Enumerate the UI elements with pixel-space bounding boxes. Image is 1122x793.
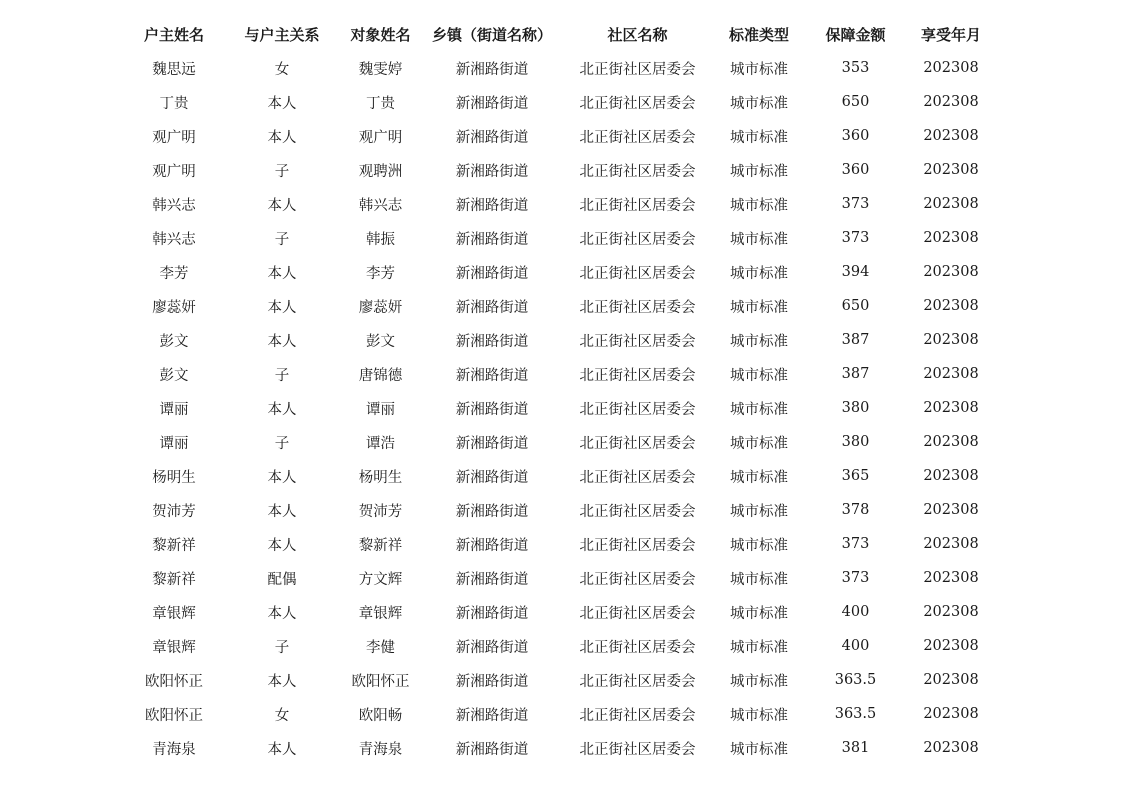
cell-period: 202308 [923, 264, 979, 280]
cell-township: 新湘路街道 [455, 367, 529, 384]
cell-amount: 373 [841, 196, 870, 212]
cell-township: 新湘路街道 [455, 129, 529, 146]
cell-relation: 子 [274, 163, 290, 180]
cell-standard-type: 城市标准 [730, 163, 788, 180]
cell-standard-type: 城市标准 [730, 333, 788, 350]
cell-community: 北正街社区居委会 [579, 707, 696, 724]
cell-period: 202308 [923, 162, 979, 178]
cell-relation: 本人 [267, 197, 297, 214]
cell-householder-name: 黎新祥 [152, 571, 196, 588]
cell-standard-type: 城市标准 [730, 605, 788, 622]
cell-recipient-name: 谭浩 [366, 435, 395, 452]
cell-relation: 本人 [267, 537, 297, 554]
cell-recipient-name: 贺沛芳 [358, 503, 403, 520]
cell-standard-type: 城市标准 [730, 469, 788, 486]
cell-amount: 650 [841, 94, 870, 110]
table-row [120, 595, 993, 629]
cell-standard-type: 城市标准 [730, 707, 788, 724]
table-row [120, 289, 993, 323]
cell-community: 北正街社区居委会 [579, 299, 696, 316]
cell-standard-type: 城市标准 [730, 265, 788, 282]
header-householder-name: 户主姓名 [143, 25, 204, 44]
cell-period: 202308 [923, 332, 979, 348]
cell-township: 新湘路街道 [455, 95, 529, 112]
cell-period: 202308 [923, 94, 979, 110]
cell-recipient-name: 丁贵 [366, 95, 395, 112]
cell-period: 202308 [923, 468, 979, 484]
cell-community: 北正街社区居委会 [579, 537, 696, 554]
cell-recipient-name: 李芳 [366, 265, 395, 282]
cell-community: 北正街社区居委会 [579, 61, 696, 78]
cell-standard-type: 城市标准 [730, 401, 788, 418]
cell-amount: 360 [841, 162, 870, 178]
cell-householder-name: 欧阳怀正 [145, 673, 203, 690]
cell-amount: 387 [841, 366, 870, 382]
cell-community: 北正街社区居委会 [579, 639, 696, 656]
cell-recipient-name: 黎新祥 [358, 537, 403, 554]
cell-community: 北正街社区居委会 [579, 469, 696, 486]
cell-standard-type: 城市标准 [730, 95, 788, 112]
cell-township: 新湘路街道 [455, 61, 529, 78]
cell-township: 新湘路街道 [455, 469, 529, 486]
cell-relation: 配偶 [267, 571, 297, 588]
cell-township: 新湘路街道 [455, 639, 529, 656]
table-row [120, 391, 993, 425]
cell-period: 202308 [923, 434, 979, 450]
cell-amount: 360 [841, 128, 870, 144]
cell-township: 新湘路街道 [455, 197, 529, 214]
cell-householder-name: 章银辉 [152, 605, 196, 622]
cell-period: 202308 [923, 60, 979, 76]
cell-relation: 子 [274, 639, 290, 656]
cell-period: 202308 [923, 366, 979, 382]
cell-relation: 女 [274, 707, 290, 724]
cell-community: 北正街社区居委会 [579, 503, 696, 520]
header-recipient-name: 对象姓名 [350, 25, 411, 44]
cell-householder-name: 彭文 [159, 333, 189, 350]
header-period: 享受年月 [920, 25, 981, 44]
cell-amount: 378 [841, 502, 870, 518]
table-row [120, 425, 993, 459]
cell-recipient-name: 廖蕊妍 [358, 299, 403, 316]
cell-community: 北正街社区居委会 [579, 741, 696, 758]
cell-period: 202308 [923, 230, 979, 246]
cell-relation: 子 [274, 231, 290, 248]
cell-householder-name: 章银辉 [152, 639, 196, 656]
cell-relation: 本人 [267, 299, 297, 316]
cell-householder-name: 韩兴志 [152, 197, 196, 214]
cell-relation: 子 [274, 435, 290, 452]
table-row [120, 51, 993, 85]
cell-standard-type: 城市标准 [730, 299, 788, 316]
cell-period: 202308 [923, 706, 979, 722]
cell-community: 北正街社区居委会 [579, 129, 696, 146]
cell-recipient-name: 韩振 [366, 231, 395, 248]
cell-recipient-name: 李健 [366, 639, 395, 656]
cell-standard-type: 城市标准 [730, 129, 788, 146]
cell-township: 新湘路街道 [455, 673, 529, 690]
cell-township: 新湘路街道 [455, 571, 529, 588]
cell-householder-name: 丁贵 [159, 95, 189, 112]
cell-township: 新湘路街道 [455, 605, 529, 622]
cell-recipient-name: 欧阳怀正 [351, 673, 410, 690]
cell-amount: 650 [841, 298, 870, 314]
cell-amount: 387 [841, 332, 870, 348]
cell-period: 202308 [923, 740, 979, 756]
cell-community: 北正街社区居委会 [579, 367, 696, 384]
cell-community: 北正街社区居委会 [579, 435, 696, 452]
table-body [120, 51, 993, 765]
cell-community: 北正街社区居委会 [579, 95, 696, 112]
cell-period: 202308 [923, 502, 979, 518]
table-row [120, 153, 993, 187]
cell-householder-name: 青海泉 [152, 741, 196, 758]
cell-amount: 381 [841, 740, 870, 756]
cell-community: 北正街社区居委会 [579, 333, 696, 350]
cell-relation: 本人 [267, 95, 297, 112]
cell-recipient-name: 谭丽 [366, 401, 395, 418]
table-row [120, 119, 993, 153]
cell-amount: 363.5 [834, 706, 877, 722]
cell-standard-type: 城市标准 [730, 61, 788, 78]
cell-period: 202308 [923, 400, 979, 416]
table-row [120, 255, 993, 289]
cell-amount: 373 [841, 230, 870, 246]
cell-householder-name: 韩兴志 [152, 231, 196, 248]
table-row [120, 527, 993, 561]
cell-recipient-name: 章银辉 [358, 605, 403, 622]
cell-township: 新湘路街道 [455, 435, 529, 452]
cell-township: 新湘路街道 [455, 537, 529, 554]
table-row [120, 221, 993, 255]
table-row [120, 459, 993, 493]
table-row [120, 493, 993, 527]
cell-householder-name: 廖蕊妍 [152, 299, 196, 316]
cell-period: 202308 [923, 570, 979, 586]
cell-householder-name: 观广明 [152, 129, 196, 146]
cell-township: 新湘路街道 [455, 231, 529, 248]
cell-township: 新湘路街道 [455, 265, 529, 282]
cell-householder-name: 彭文 [159, 367, 189, 384]
cell-relation: 本人 [267, 673, 297, 690]
cell-amount: 400 [841, 638, 870, 654]
cell-township: 新湘路街道 [455, 299, 529, 316]
cell-community: 北正街社区居委会 [579, 163, 696, 180]
cell-period: 202308 [923, 672, 979, 688]
cell-amount: 353 [841, 60, 870, 76]
cell-relation: 本人 [267, 401, 297, 418]
cell-standard-type: 城市标准 [730, 503, 788, 520]
cell-amount: 365 [841, 468, 870, 484]
cell-householder-name: 贺沛芳 [152, 503, 196, 520]
cell-relation: 本人 [267, 265, 297, 282]
cell-standard-type: 城市标准 [730, 741, 788, 758]
cell-relation: 本人 [267, 503, 297, 520]
cell-township: 新湘路街道 [455, 741, 529, 758]
cell-community: 北正街社区居委会 [579, 571, 696, 588]
cell-householder-name: 欧阳怀正 [145, 707, 203, 724]
cell-township: 新湘路街道 [455, 333, 529, 350]
cell-householder-name: 杨明生 [152, 469, 196, 486]
table-row [120, 731, 993, 765]
header-relation: 与户主关系 [244, 25, 320, 44]
cell-standard-type: 城市标准 [730, 197, 788, 214]
cell-township: 新湘路街道 [455, 707, 529, 724]
cell-township: 新湘路街道 [455, 163, 529, 180]
cell-community: 北正街社区居委会 [579, 265, 696, 282]
table-row [120, 85, 993, 119]
table-header-row [120, 17, 993, 51]
cell-standard-type: 城市标准 [730, 231, 788, 248]
cell-community: 北正街社区居委会 [579, 197, 696, 214]
cell-recipient-name: 唐锦德 [358, 367, 403, 384]
cell-amount: 394 [841, 264, 870, 280]
header-township: 乡镇（街道名称） [431, 25, 552, 44]
cell-relation: 本人 [267, 469, 297, 486]
cell-relation: 本人 [267, 605, 297, 622]
cell-relation: 本人 [267, 741, 297, 758]
cell-amount: 373 [841, 536, 870, 552]
cell-relation: 子 [274, 367, 290, 384]
cell-amount: 380 [841, 434, 870, 450]
cell-recipient-name: 观聘洲 [358, 163, 403, 180]
cell-community: 北正街社区居委会 [579, 231, 696, 248]
cell-recipient-name: 方文辉 [358, 571, 403, 588]
cell-community: 北正街社区居委会 [579, 401, 696, 418]
table-row [120, 323, 993, 357]
cell-community: 北正街社区居委会 [579, 673, 696, 690]
cell-standard-type: 城市标准 [730, 639, 788, 656]
cell-period: 202308 [923, 298, 979, 314]
table-row [120, 663, 993, 697]
header-community: 社区名称 [607, 25, 668, 44]
cell-amount: 380 [841, 400, 870, 416]
cell-standard-type: 城市标准 [730, 367, 788, 384]
cell-township: 新湘路街道 [455, 401, 529, 418]
cell-recipient-name: 彭文 [366, 333, 395, 350]
cell-amount: 363.5 [834, 672, 877, 688]
cell-period: 202308 [923, 604, 979, 620]
cell-standard-type: 城市标准 [730, 571, 788, 588]
cell-community: 北正街社区居委会 [579, 605, 696, 622]
cell-township: 新湘路街道 [455, 503, 529, 520]
table-row [120, 629, 993, 663]
cell-recipient-name: 青海泉 [358, 741, 403, 758]
cell-period: 202308 [923, 128, 979, 144]
cell-householder-name: 李芳 [159, 265, 189, 282]
cell-householder-name: 谭丽 [159, 401, 189, 418]
cell-householder-name: 黎新祥 [152, 537, 196, 554]
cell-recipient-name: 观广明 [358, 129, 403, 146]
cell-relation: 本人 [267, 333, 297, 350]
cell-standard-type: 城市标准 [730, 435, 788, 452]
table-row [120, 357, 993, 391]
cell-recipient-name: 魏雯婷 [358, 61, 403, 78]
cell-recipient-name: 韩兴志 [358, 197, 403, 214]
cell-recipient-name: 杨明生 [358, 469, 403, 486]
cell-standard-type: 城市标准 [730, 673, 788, 690]
cell-period: 202308 [923, 638, 979, 654]
cell-standard-type: 城市标准 [730, 537, 788, 554]
table-row [120, 697, 993, 731]
header-standard-type: 标准类型 [728, 25, 789, 44]
cell-amount: 373 [841, 570, 870, 586]
cell-period: 202308 [923, 536, 979, 552]
table-row [120, 561, 993, 595]
cell-amount: 400 [841, 604, 870, 620]
cell-householder-name: 观广明 [152, 163, 196, 180]
cell-relation: 女 [274, 61, 290, 78]
cell-recipient-name: 欧阳畅 [358, 707, 403, 724]
header-amount: 保障金额 [825, 25, 886, 44]
cell-relation: 本人 [267, 129, 297, 146]
cell-householder-name: 谭丽 [159, 435, 189, 452]
cell-householder-name: 魏思远 [152, 61, 196, 78]
table-row [120, 187, 993, 221]
subsidy-roster-table [120, 17, 993, 765]
cell-period: 202308 [923, 196, 979, 212]
